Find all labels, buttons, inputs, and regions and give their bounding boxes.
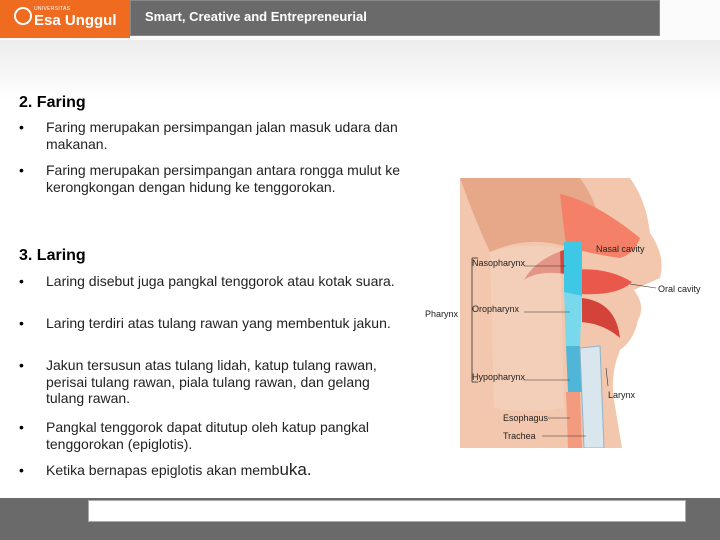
trachea-tube [580, 346, 604, 448]
pharynx-anatomy-figure [420, 178, 720, 448]
bullet-text: Laring disebut juga pangkal tenggorok atau kotak suara. [46, 273, 395, 289]
label-trachea: Trachea [503, 431, 536, 441]
footer-panel [88, 500, 686, 522]
label-oropharynx: Oropharynx [472, 304, 520, 314]
bullet-text: Jakun tersusun atas tulang lidah, katup tulang rawan, perisai tulang rawan, piala tulang rawan, dan gelang tulang rawan. [46, 357, 377, 406]
label-nasopharynx: Nasopharynx [472, 258, 526, 268]
bullet-text-last [46, 462, 406, 479]
header-shadow [0, 40, 720, 100]
bullet-marker: • [19, 419, 24, 435]
logo-emblem-icon [14, 7, 32, 25]
esophagus-tube [566, 392, 582, 448]
bullet-text-last-end: uka. [279, 460, 312, 479]
label-hypopharynx: Hypopharynx [472, 372, 526, 382]
bullet-marker: • [19, 462, 24, 478]
label-nasal-cavity: Nasal cavity [596, 244, 645, 254]
section-title-laring: 3. Laring [19, 247, 86, 264]
hypopharynx-region [566, 346, 582, 392]
bullet-text: Pangkal tenggorok dapat ditutup oleh katup pangkal tenggorokan (epiglotis). [46, 419, 370, 452]
section-title-faring: 2. Faring [19, 94, 86, 111]
bullet-text: Faring merupakan persimpangan jalan masuk udara dan makanan. [46, 119, 398, 152]
logo-small-text: UNIVERSITAS [34, 6, 71, 12]
bullet-marker: • [19, 162, 24, 178]
logo-text: Esa Unggul [34, 12, 117, 29]
label-esophagus: Esophagus [503, 413, 549, 423]
bullet-marker: • [19, 119, 24, 135]
tagline: Smart, Creative and Entrepreneurial [145, 9, 367, 24]
bullet-marker: • [19, 357, 24, 373]
oropharynx-region [564, 292, 582, 346]
neck-vertebrae-area [490, 246, 564, 411]
bullet-text-last-start: Ketika bernapas epiglotis akan memb [46, 462, 280, 478]
tagline-box [130, 0, 660, 36]
label-oral-cavity: Oral cavity [658, 284, 701, 294]
label-pharynx: Pharynx [425, 309, 459, 319]
university-logo [0, 0, 130, 38]
label-larynx: Larynx [608, 390, 636, 400]
nasopharynx-region [564, 242, 582, 296]
bullet-marker: • [19, 315, 24, 331]
bullet-marker: • [19, 273, 24, 289]
bullet-text: Faring merupakan persimpangan antara rongga mulut ke kerongkongan dengan hidung ke tenggorokan. [46, 162, 401, 195]
bullet-text: Laring terdiri atas tulang rawan yang membentuk jakun. [46, 315, 391, 331]
